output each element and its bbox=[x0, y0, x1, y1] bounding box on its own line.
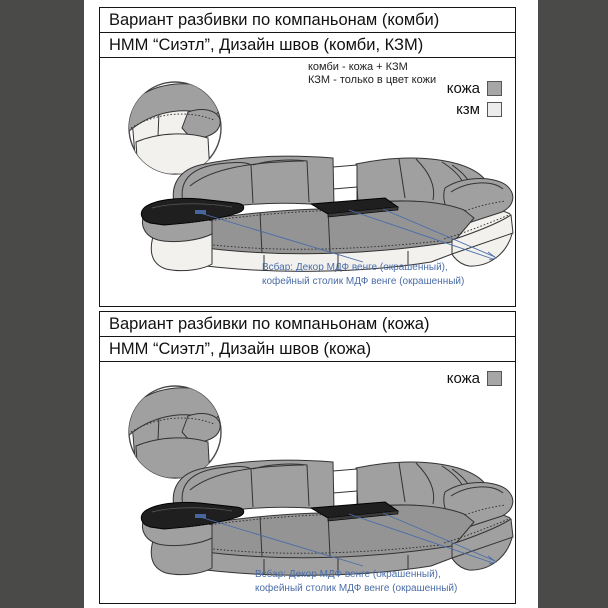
panel-subtitle: НММ “Сиэтл”, Дизайн швов (кожа) bbox=[100, 337, 515, 362]
legend-label: кзм bbox=[456, 101, 480, 118]
legend-label: кожа bbox=[446, 370, 480, 387]
panel-content bbox=[100, 362, 515, 601]
annotation-line: кофейный столик МДФ венге (окрашенный) bbox=[255, 582, 458, 594]
panel-subtitle: НММ “Сиэтл”, Дизайн швов (комби, КЗМ) bbox=[100, 33, 515, 58]
legend-item-kozha bbox=[447, 370, 502, 387]
sofa-drawing-kozha bbox=[100, 362, 515, 601]
note-line: комби - кожа + КЗМ bbox=[308, 61, 408, 73]
panel-kozha bbox=[99, 311, 516, 604]
note-line: КЗМ - только в цвет кожи bbox=[308, 74, 437, 86]
shelf-niche bbox=[333, 165, 357, 206]
panel-title: Вариант разбивки по компаньонам (комби) bbox=[100, 8, 515, 33]
material-notes bbox=[308, 61, 436, 87]
detail-inset bbox=[120, 386, 221, 478]
sofa-diagram bbox=[100, 362, 515, 601]
decor-annotation bbox=[262, 261, 464, 288]
decor-annotation bbox=[255, 568, 457, 595]
annotation-line: Всбар: Декор МДФ венге (окрашенный), bbox=[255, 569, 441, 580]
shelf-niche bbox=[333, 469, 357, 510]
annotation-line: Всбар: Декор МДФ венге (окрашенный), bbox=[262, 262, 448, 273]
legend-item-kzm bbox=[456, 101, 502, 118]
legend-item-kozha bbox=[447, 80, 502, 97]
legend-label: кожа bbox=[446, 80, 480, 97]
document-page bbox=[84, 0, 538, 608]
annotation-line: кофейный столик МДФ венге (окрашенный) bbox=[262, 275, 465, 287]
kzm-swatch-icon bbox=[487, 102, 502, 117]
panel-content bbox=[100, 58, 515, 304]
panel-title: Вариант разбивки по компаньонам (кожа) bbox=[100, 312, 515, 337]
bar-pointer-mark bbox=[195, 210, 206, 214]
kozha-swatch-icon bbox=[487, 371, 502, 386]
kozha-swatch-icon bbox=[487, 81, 502, 96]
bar-pointer-mark bbox=[195, 514, 206, 518]
detail-inset bbox=[120, 82, 221, 174]
panel-combi bbox=[99, 7, 516, 307]
